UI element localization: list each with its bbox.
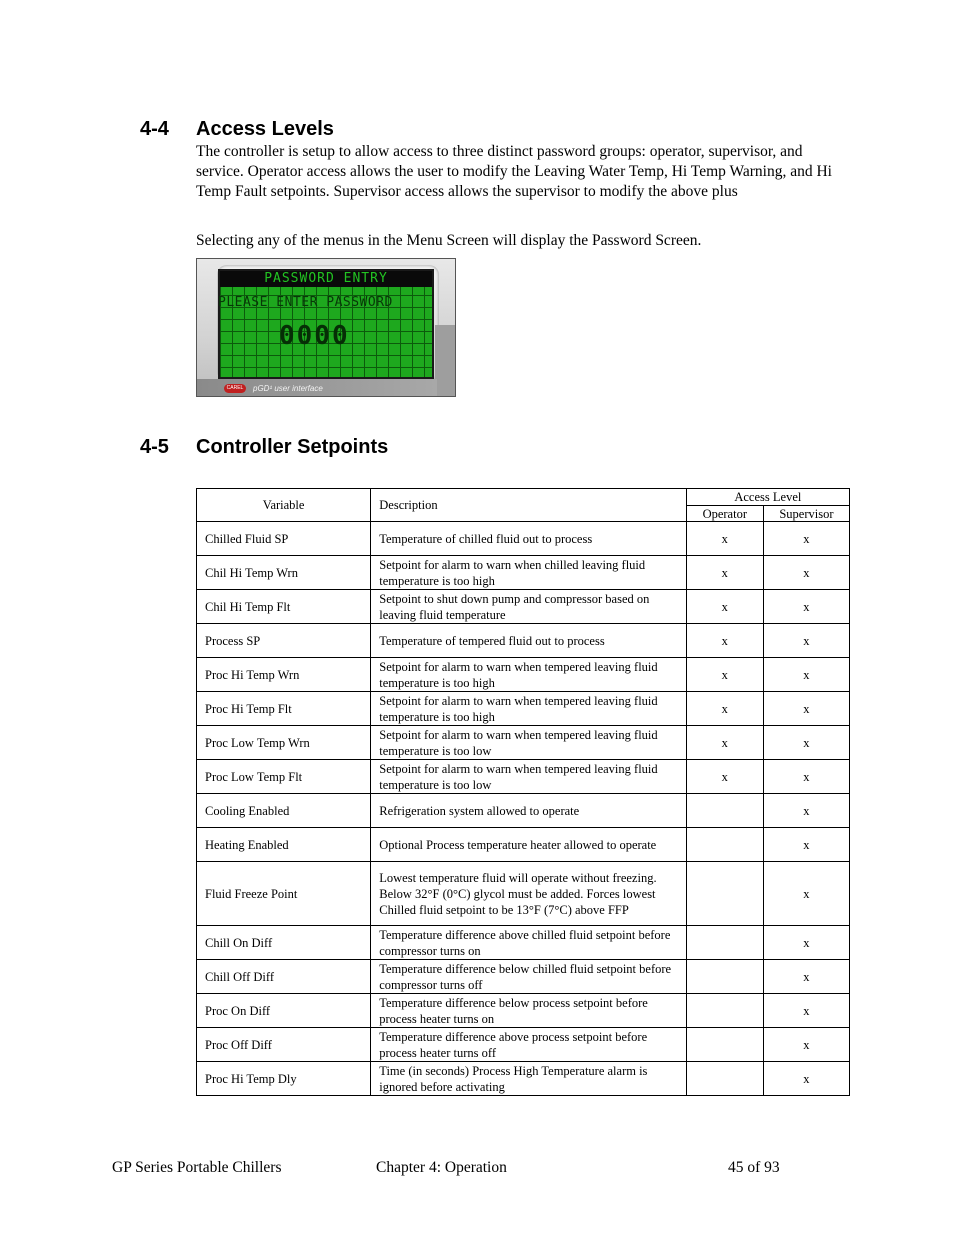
- password-screen-image: [196, 258, 456, 397]
- table-row: [197, 794, 850, 828]
- cell-operator: [686, 794, 763, 828]
- table-row: [197, 590, 850, 624]
- table-row: [197, 1062, 850, 1096]
- cell-variable: Proc Hi Temp Flt: [197, 692, 371, 726]
- lcd-title: PASSWORD ENTRY: [220, 271, 432, 287]
- cell-supervisor: x: [763, 624, 849, 658]
- cell-supervisor: x: [763, 994, 849, 1028]
- cell-variable: Chill On Diff: [197, 926, 371, 960]
- cell-description: Temperature of chilled fluid out to process: [371, 522, 686, 556]
- table-row: [197, 556, 850, 590]
- password-screen-paragraph: Selecting any of the menus in the Menu Screen will display the Password Screen.: [196, 232, 702, 249]
- footer-title: GP Series Portable Chillers: [112, 1159, 282, 1176]
- table-row: [197, 624, 850, 658]
- cell-description: Setpoint for alarm to warn when chilled leaving fluid temperature is too high: [371, 556, 686, 590]
- brand-label: pGD¹ user interface: [253, 384, 323, 393]
- cell-operator: [686, 1028, 763, 1062]
- header-variable: Variable: [197, 489, 371, 522]
- cell-variable: Process SP: [197, 624, 371, 658]
- cell-operator: [686, 960, 763, 994]
- cell-supervisor: x: [763, 828, 849, 862]
- section-4-5-heading: [140, 435, 388, 459]
- header-operator: Operator: [686, 506, 763, 522]
- cell-supervisor: x: [763, 960, 849, 994]
- access-levels-paragraph: The controller is setup to allow access to three distinct password groups: operator, supervisor, and service. Operator access allows the user to modify the Leaving Water Temp, Hi Temp Warning, and Hi Temp Fault setpoints. Supervisor access allows the supervisor to modify the above plus: [196, 143, 832, 200]
- cell-supervisor: x: [763, 794, 849, 828]
- table-row: [197, 726, 850, 760]
- cell-operator: x: [686, 726, 763, 760]
- header-description: Description: [371, 489, 686, 522]
- cell-description: Setpoint for alarm to warn when tempered leaving fluid temperature is too high: [371, 658, 686, 692]
- cell-description: Optional Process temperature heater allowed to operate: [371, 828, 686, 862]
- cell-operator: [686, 926, 763, 960]
- carel-logo: CAREL: [224, 384, 246, 393]
- cell-supervisor: x: [763, 726, 849, 760]
- lcd-password-code: 0000: [279, 321, 350, 351]
- cell-description: Setpoint for alarm to warn when tempered leaving fluid temperature is too low: [371, 726, 686, 760]
- cell-description: Temperature of tempered fluid out to process: [371, 624, 686, 658]
- table-row: [197, 522, 850, 556]
- cell-supervisor: x: [763, 926, 849, 960]
- header-supervisor: Supervisor: [763, 506, 849, 522]
- cell-supervisor: x: [763, 692, 849, 726]
- cell-variable: Proc Low Temp Wrn: [197, 726, 371, 760]
- section-title: Controller Setpoints: [196, 436, 389, 458]
- cell-variable: Chilled Fluid SP: [197, 522, 371, 556]
- footer-chapter: Chapter 4: Operation: [376, 1159, 507, 1176]
- cell-description: Time (in seconds) Process High Temperature alarm is ignored before activating: [371, 1062, 686, 1096]
- cell-variable: Chill Off Diff: [197, 960, 371, 994]
- cell-operator: x: [686, 658, 763, 692]
- cell-description: Setpoint for alarm to warn when tempered leaving fluid temperature is too high: [371, 692, 686, 726]
- cell-description: Setpoint to shut down pump and compressor based on leaving fluid temperature: [371, 590, 686, 624]
- cell-description: Refrigeration system allowed to operate: [371, 794, 686, 828]
- table-row: [197, 926, 850, 960]
- cell-supervisor: x: [763, 1028, 849, 1062]
- cell-description: Temperature difference above chilled fluid setpoint before compressor turns on: [371, 926, 686, 960]
- cell-operator: x: [686, 692, 763, 726]
- cell-variable: Chil Hi Temp Wrn: [197, 556, 371, 590]
- cell-description: Temperature difference below process setpoint before process heater turns on: [371, 994, 686, 1028]
- cell-variable: Proc Hi Temp Dly: [197, 1062, 371, 1096]
- controller-setpoints-table: [196, 488, 850, 1096]
- section-title: Access Levels: [196, 118, 334, 140]
- cell-operator: x: [686, 760, 763, 794]
- lcd-prompt: PLEASE ENTER PASSWORD: [218, 295, 393, 310]
- table-row: [197, 692, 850, 726]
- cell-supervisor: x: [763, 658, 849, 692]
- cell-operator: [686, 994, 763, 1028]
- cell-description: Temperature difference below chilled fluid setpoint before compressor turns off: [371, 960, 686, 994]
- cell-description: Temperature difference above process setpoint before process heater turns off: [371, 1028, 686, 1062]
- section-number: 4-5: [140, 436, 169, 458]
- table-row: [197, 1028, 850, 1062]
- cell-description: Setpoint for alarm to warn when tempered leaving fluid temperature is too low: [371, 760, 686, 794]
- section-number: 4-4: [140, 118, 169, 140]
- footer-page-number: 45 of 93: [728, 1159, 780, 1176]
- cell-operator: x: [686, 556, 763, 590]
- cell-operator: x: [686, 624, 763, 658]
- cell-supervisor: x: [763, 556, 849, 590]
- cell-variable: Cooling Enabled: [197, 794, 371, 828]
- cell-supervisor: x: [763, 522, 849, 556]
- table-row: [197, 828, 850, 862]
- cell-operator: x: [686, 522, 763, 556]
- cell-variable: Chil Hi Temp Flt: [197, 590, 371, 624]
- section-4-4-heading: [140, 117, 334, 141]
- cell-operator: [686, 828, 763, 862]
- cell-variable: Proc On Diff: [197, 994, 371, 1028]
- table-row: [197, 994, 850, 1028]
- cell-supervisor: x: [763, 1062, 849, 1096]
- cell-variable: Proc Low Temp Flt: [197, 760, 371, 794]
- header-access-level: Access Level: [686, 489, 849, 506]
- cell-supervisor: x: [763, 590, 849, 624]
- cell-variable: Proc Hi Temp Wrn: [197, 658, 371, 692]
- table-row: [197, 960, 850, 994]
- table-row: [197, 862, 850, 926]
- cell-operator: [686, 862, 763, 926]
- cell-description: Lowest temperature fluid will operate without freezing. Below 32°F (0°C) glycol must be added. Forces lowest Chilled fluid setpoint to be 13°F (7°C) above FFP: [371, 862, 686, 926]
- cell-variable: Proc Off Diff: [197, 1028, 371, 1062]
- cell-variable: Fluid Freeze Point: [197, 862, 371, 926]
- device-side-panel: [435, 325, 455, 396]
- cell-variable: Heating Enabled: [197, 828, 371, 862]
- cell-operator: [686, 1062, 763, 1096]
- table-row: [197, 760, 850, 794]
- table-row: [197, 658, 850, 692]
- cell-supervisor: x: [763, 862, 849, 926]
- cell-supervisor: x: [763, 760, 849, 794]
- cell-operator: x: [686, 590, 763, 624]
